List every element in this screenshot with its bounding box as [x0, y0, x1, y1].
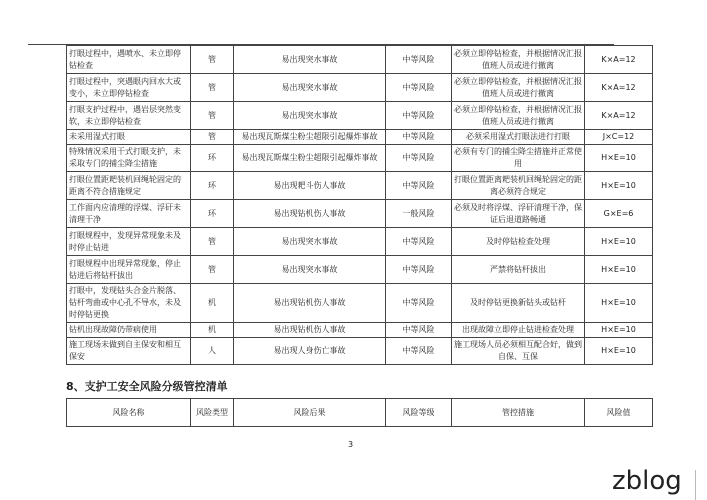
header-risk-name: 风险名称: [67, 399, 191, 427]
control-measure-cell: 出现故障立即停止钻进检查处理: [452, 323, 585, 338]
control-measure-cell: 及时停钻更换新钻头或钻杆: [452, 284, 585, 323]
risk-value-cell: G×E=6: [585, 200, 653, 228]
control-measure-cell: 必须采用湿式打眼法进行打眼: [452, 130, 585, 145]
risk-consequence-cell: 易出现瓦斯煤尘粉尘超限引起爆炸事故: [234, 145, 386, 172]
risk-type-cell: 管: [191, 74, 234, 102]
table-row: [67, 145, 653, 172]
risk-name-cell: 钻机出现故障仍带病使用: [67, 323, 191, 338]
risk-name-cell: 特殊情况采用干式打眼支护，未采取专门的捕尘降尘措施: [67, 145, 191, 172]
risk-level-cell: 中等风险: [386, 284, 452, 323]
risk-name-cell: 施工现场未做到自主保安和相互保安: [67, 338, 191, 365]
table-row: [67, 200, 653, 228]
risk-level-cell: 中等风险: [386, 74, 452, 102]
table-row: [67, 284, 653, 323]
page-edge-mark: [695, 470, 707, 500]
risk-type-cell: 管: [191, 256, 234, 284]
table-row: [67, 338, 653, 365]
risk-level-cell: 一般风险: [386, 200, 452, 228]
table-row: [67, 228, 653, 256]
risk-type-cell: 人: [191, 338, 234, 365]
risk-value-cell: K×A=12: [585, 74, 653, 102]
risk-type-cell: 机: [191, 284, 234, 323]
risk-level-cell: 中等风险: [386, 172, 452, 200]
risk-level-cell: 中等风险: [386, 130, 452, 145]
risk-value-cell: K×A=12: [585, 102, 653, 130]
control-measure-cell: 必须立即停钻检查，并根据情况汇报值班人员或进行撤离: [452, 46, 585, 74]
risk-value-cell: K×A=12: [585, 46, 653, 74]
risk-name-cell: 打眼规程中，发现异常现象未及时停止钻进: [67, 228, 191, 256]
risk-name-cell: 未采用湿式打眼: [67, 130, 191, 145]
risk-type-cell: 管: [191, 102, 234, 130]
risk-type-cell: 机: [191, 323, 234, 338]
risk-consequence-cell: 易出现突水事故: [234, 102, 386, 130]
risk-consequence-cell: 易出现耙斗伤人事故: [234, 172, 386, 200]
risk-type-cell: 管: [191, 228, 234, 256]
risk-type-cell: 环: [191, 145, 234, 172]
risk-value-cell: H×E=10: [585, 172, 653, 200]
risk-consequence-cell: 易出现突水事故: [234, 228, 386, 256]
header-row: [67, 399, 653, 427]
table-row: [67, 323, 653, 338]
risk-level-cell: 中等风险: [386, 228, 452, 256]
table-row: [67, 74, 653, 102]
risk-level-cell: 中等风险: [386, 145, 452, 172]
risk-type-cell: 环: [191, 200, 234, 228]
risk-value-cell: H×E=10: [585, 145, 653, 172]
risk-name-cell: 打眼过程中，遇喷水、未立即停钻检查: [67, 46, 191, 74]
risk-name-cell: 打眼位置距耙装机回绳轮固定的距离不符合措施规定: [67, 172, 191, 200]
risk-type-cell: 管: [191, 130, 234, 145]
risk-level-cell: 中等风险: [386, 102, 452, 130]
control-measure-cell: 必须及时将浮煤、浮矸清理干净，保证后退道路畅通: [452, 200, 585, 228]
risk-name-cell: 打眼规程中出现异常现象，停止钻进后将钻杆拔出: [67, 256, 191, 284]
risk-type-cell: 管: [191, 46, 234, 74]
control-measure-cell: 打眼位置距离耙装机回绳轮固定的距离必须符合规定: [452, 172, 585, 200]
risk-name-cell: 打眼过程中，突遇眼内回水大或变小，未立即停钻检查: [67, 74, 191, 102]
risk-name-cell: 打眼中，发现钻头合金片脱落、钻杆弯曲或中心孔不导水，未及时停钻更换: [67, 284, 191, 323]
table-row: [67, 102, 653, 130]
table-row: [67, 172, 653, 200]
page-number: 3: [348, 440, 354, 449]
risk-consequence-cell: 易出现突水事故: [234, 256, 386, 284]
risk-consequence-cell: 易出现钻机伤人事故: [234, 200, 386, 228]
header-risk-level: 风险等级: [386, 399, 452, 427]
risk-name-cell: 打眼支护过程中，遇岩层突然变软，未立即停钻检查: [67, 102, 191, 130]
control-measure-cell: 必须立即停钻检查，并根据情况汇报值班人员或进行撤离: [452, 102, 585, 130]
header-risk-value: 风险值: [585, 399, 653, 427]
control-measure-cell: 严禁将钻杆拔出: [452, 256, 585, 284]
risk-value-cell: H×E=10: [585, 323, 653, 338]
header-control-measures: 管控措施: [452, 399, 585, 427]
header-risk-type: 风险类型: [191, 399, 234, 427]
risk-type-cell: 环: [191, 172, 234, 200]
section-heading: 8、支护工安全风险分级管控清单: [66, 380, 228, 393]
table-row: [67, 46, 653, 74]
risk-consequence-cell: 易出现人身伤亡事故: [234, 338, 386, 365]
risk-consequence-cell: 易出现突水事故: [234, 46, 386, 74]
risk-consequence-cell: 易出现突水事故: [234, 74, 386, 102]
risk-value-cell: H×E=10: [585, 284, 653, 323]
risk-value-cell: J×C=12: [585, 130, 653, 145]
risk-consequence-cell: 易出现瓦斯煤尘粉尘超限引起爆炸事故: [234, 130, 386, 145]
risk-consequence-cell: 易出现钻机伤人事故: [234, 284, 386, 323]
risk-consequence-cell: 易出现钻机伤人事故: [234, 323, 386, 338]
control-measure-cell: 及时停钻检查处理: [452, 228, 585, 256]
risk-level-cell: 中等风险: [386, 338, 452, 365]
risk-name-cell: 工作面内应清理的浮煤、浮矸未清理干净: [67, 200, 191, 228]
table-row: [67, 130, 653, 145]
control-measure-cell: 必须立即停钻检查，并根据情况汇报值班人员或进行撤离: [452, 74, 585, 102]
risk-value-cell: H×E=10: [585, 228, 653, 256]
risk-level-cell: 中等风险: [386, 323, 452, 338]
header-risk-consequence: 风险后果: [234, 399, 386, 427]
table-row: [67, 256, 653, 284]
risk-table: [66, 45, 653, 365]
control-measure-cell: 施工现场人员必须相互配合好，做到自保、互保: [452, 338, 585, 365]
watermark-text: zblog: [612, 466, 682, 496]
risk-level-cell: 中等风险: [386, 256, 452, 284]
risk-level-cell: 中等风险: [386, 46, 452, 74]
control-measure-cell: 必须有专门的捕尘降尘措施并正常使用: [452, 145, 585, 172]
risk-value-cell: H×E=10: [585, 338, 653, 365]
header-table: [66, 398, 653, 427]
risk-value-cell: H×E=10: [585, 256, 653, 284]
